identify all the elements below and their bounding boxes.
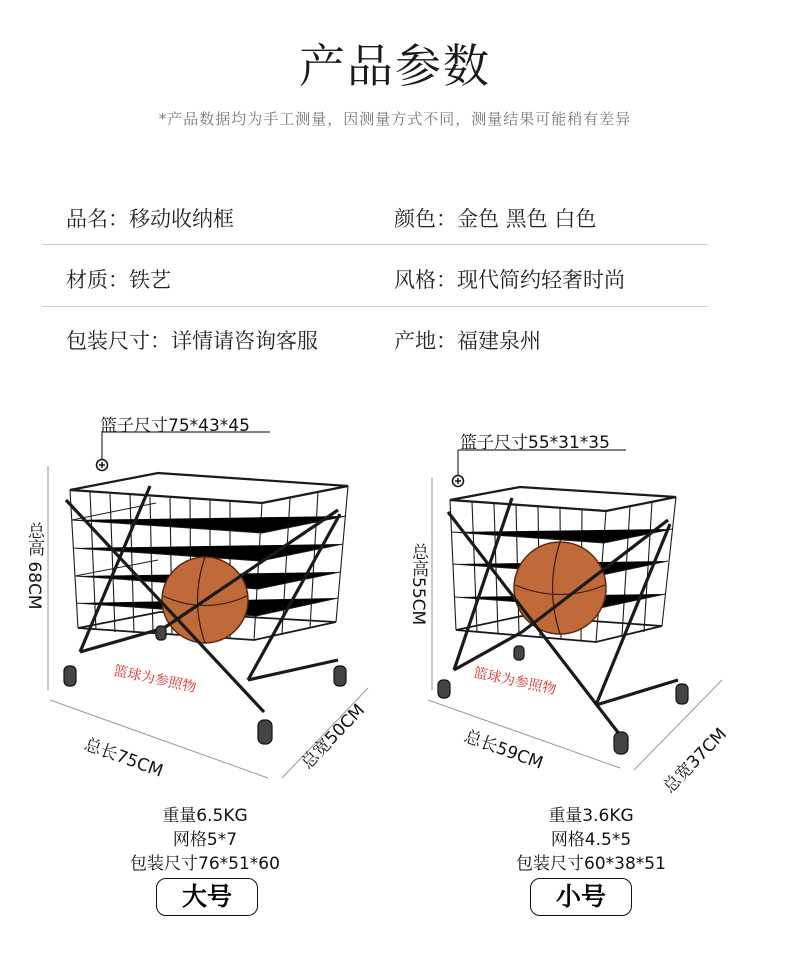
size-large-button[interactable]: 大号 [156,878,258,916]
small-info [496,804,686,876]
spec-style: 风格：现代简约轻奢时尚 [394,268,625,292]
spec-color: 颜色：金色 黑色 白色 [394,207,597,231]
small-total-height: 总高55CM [408,543,428,626]
measurement-disclaimer: *产品数据均为手工测量，因测量方式不同，测量结果可能稍有差异 [158,110,632,128]
basketball-icon [514,542,606,634]
spec-material: 材质：铁艺 [66,268,171,292]
small-package-size: 包装尺寸60*38*51 [516,854,666,874]
small-weight: 重量3.6KG [548,806,634,826]
large-basket-size: 篮子尺寸75*43*45 [100,416,250,436]
small-total-width: 总宽37CM [659,724,732,798]
reference-note: 篮球为参照物 [472,664,558,699]
spec-product-name: 品名：移动收纳框 [66,207,234,231]
large-info [110,804,300,876]
page-title: 产品参数 [299,39,491,93]
large-total-height: 总高 68CM [24,522,44,610]
large-weight: 重量6.5KG [162,806,248,826]
spec-origin: 产地：福建泉州 [394,329,541,353]
reference-note: 篮球为参照物 [112,662,198,697]
large-total-length: 总长75CM [81,734,166,782]
large-grid: 网格5*7 [172,830,238,850]
spec-package: 包装尺寸：详情请咨询客服 [66,329,318,353]
large-total-width: 总宽50CM [297,700,370,774]
small-total-length: 总长59CM [461,726,546,774]
small-grid: 网格4.5*5 [550,830,632,850]
small-basket-size: 篮子尺寸55*31*35 [460,433,610,453]
large-package-size: 包装尺寸76*51*60 [130,854,280,874]
size-small-button[interactable]: 小号 [530,878,632,916]
large-basket-illustration [48,432,368,778]
